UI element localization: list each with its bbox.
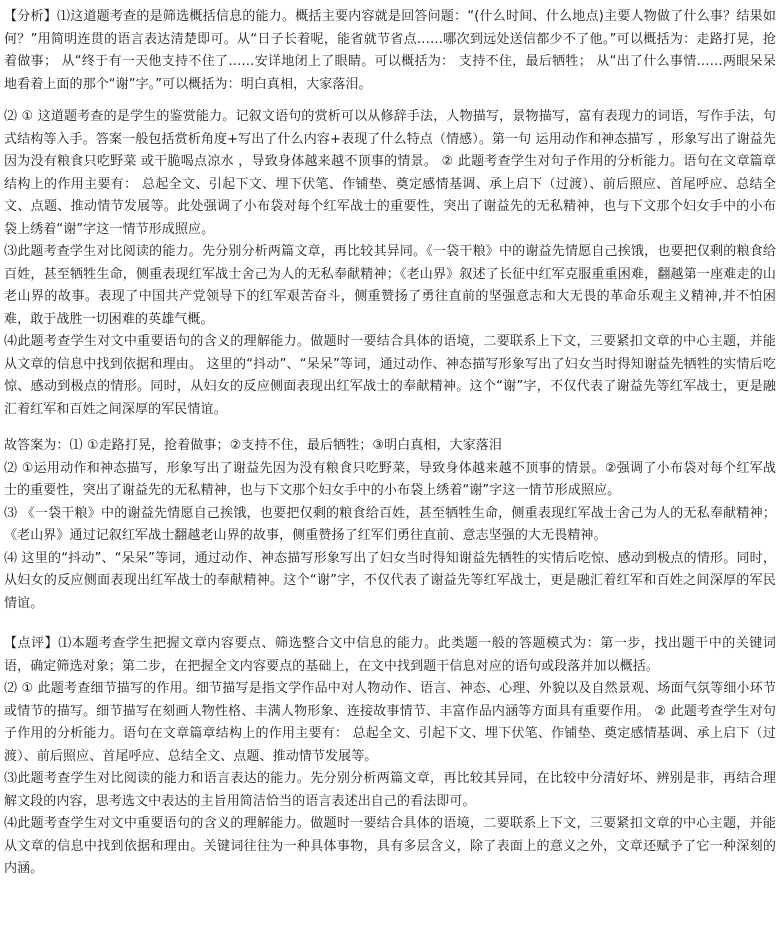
answer-paragraph-4: ⑷ 这里的“抖动”、“呆呆”等词，通过动作、神态描写形象写出了妇女当时得知谢益先牺牲的实情后吃惊、感动到极点的情形。同时，从妇女的反应侧面表现出红军战士的奉献精神。这个“谢”字，不仅代表了谢益先等红军战士，更是融汇着红军和百姓之间深厚的军民情谊。 <box>4 550 776 611</box>
answer-paragraph-1: 故答案为：⑴ ①走路打晃，抢着做事；②支持不住，最后牺牲；③明白真相，大家落泪 <box>4 438 502 453</box>
answer-paragraph-3: ⑶ 《一袋干粮》中的谢益先情愿自己挨饿，也要把仅剩的粮食给百姓，甚至牺牲生命，侧重表现红军战士舍己为人的无私奉献精神；《老山界》通过记叙红军战士翻越老山界的故事，侧重赞扬了红军们勇往直前、意志坚强的大无畏精神。 <box>4 505 776 543</box>
analysis-paragraph-1: 【分析】⑴这道题考查的是筛选概括信息的能力。概括主要内容就是回答问题：“(什么时间、什么地点)主要人物做了什么事？结果如何？”用简明连贯的语言表达清楚即可。从“日子长着呢，能省就节省点……哪次到远处送信都少不了他。”可以概括为：走路打晃，抢着做事； 从“终于有一天他支持不住了……安详地闭上了眼睛。可以概括为： 支持不住，最后牺牲； 从“出了什么事情……两眼呆呆地看着上面的那个“谢”字。”可以概括为：明白真相，大家落泪。 <box>4 9 776 92</box>
answer-paragraph-2: ⑵ ①运用动作和神态描写，形象写出了谢益先因为没有粮食只吃野菜，导致身体越来越不顶事的情景。②强调了小布袋对每个红军战士的重要性，突出了谢益先的无私精神，也与下文那个妇女手中的小布袋上绣着“谢”字这一情节形成照应。 <box>4 460 776 498</box>
comment-paragraph-1: 【点评】⑴本题考查学生把握文章内容要点、筛选整合文中信息的能力。此类题一般的答题模式为：第一步，找出题干中的关键词语，确定筛选对象；第二步，在把握全文内容要点的基础上，在文中找到题干信息对应的语句或段落并加以概括。 <box>4 636 776 674</box>
analysis-paragraph-4: ⑷此题考查学生对文中重要语句的含义的理解能力。做题时一要结合具体的语境，二要联系上下文，三要紧扣文章的中心主题，并能从文章的信息中找到依据和理由。 这里的“抖动”、“呆呆”等词，通过动作、神态描写形象写出了妇女当时得知谢益先牺牲的实情后吃惊、感动到极点的情形。同时，从妇女的反应侧面表现出红军战士的奉献精神。这个“谢”字，不仅代表了谢益先等红军战士，更是融汇着红军和百姓之间深厚的军民情谊。 <box>4 334 776 417</box>
analysis-paragraph-3: ⑶此题考查学生对比阅读的能力。先分别分析两篇文章，再比较其异同。《一袋干粮》中的谢益先情愿自己挨饿，也要把仅剩的粮食给百姓，甚至牺牲生命，侧重表现红军战士舍己为人的无私奉献精神；《老山界》叙述了长征中红军克服重重困难，翻越第一座难走的山老山界的故事。表现了中国共产党领导下的红军艰苦奋斗，侧重赞扬了勇往直前的坚强意志和大无畏的革命乐观主义精神,并不怕困难，敢于战胜一切困难的英雄气概。 <box>4 244 776 327</box>
comment-paragraph-4: ⑷此题考查学生对文中重要语句的含义的理解能力。做题时一要结合具体的语境，二要联系上下文，三要紧扣文章的中心主题，并能从文章的信息中找到依据和理由。关键词往往为一种具体事物，具有多层含义，除了表面上的意义之外，文章还赋予了它一种深刻的内涵。 <box>4 816 776 876</box>
comment-paragraph-3: ⑶此题考查学生对比阅读的能力和语言表达的能力。先分别分析两篇文章，再比较其异同，在比较中分清好坏、辨别是非，再结合理解文段的内容，思考选文中表达的主旨用简洁恰当的语言表述出自己的看法即可。 <box>4 771 776 809</box>
comment-paragraph-2: ⑵ ① 此题考查细节描写的作用。细节描写是指文学作品中对人物动作、语言、神态、心理、外貌以及自然景观、场面气氛等细小环节或情节的描写。细节描写在刻画人物性格、丰满人物形象、连接故事情节、丰富作品内涵等方面具有重要作用。 ② 此题考查学生对句子作用的分析能力。语句在文章篇章结构上的作用主要有： 总起全文、引起下文、埋下伏笔、作铺垫、奠定感情基调、承上启下（过渡）、前后照应、首尾呼应、总结全文、点题、推动情节发展等。 <box>4 681 776 764</box>
answer-section <box>4 435 776 615</box>
comment-section <box>4 633 776 881</box>
analysis-paragraph-2: ⑵ ① 这道题考查的是学生的鉴赏能力。记叙文语句的赏析可以从修辞手法，人物描写，景物描写，富有表现力的词语，写作手法，句式结构等入手。答案一般包括赏析角度+写出了什么内容+表现了什么特点（情感）。第一句 运用动作和神态描写 ，形象写出了谢益先因为没有粮食只吃野菜 或干脆喝点凉水 ，导致身体越来越不顶事的情景。 ② 此题考查学生对句子作用的分析能力。语句在文章篇章结构上的作用主要有： 总起全文、引起下文、埋下伏笔、作铺垫、奠定感情基调、承上启下（过渡）、前后照应、首尾呼应、总结全文、点题、推动情节发展等。此处强调了小布袋对每个红军战士的重要性，突出了谢益先的无私精神，也与下文那个妇女手中的小布袋上绣着“谢”字这一情节形成照应。 <box>4 109 776 237</box>
analysis-section <box>4 6 776 421</box>
